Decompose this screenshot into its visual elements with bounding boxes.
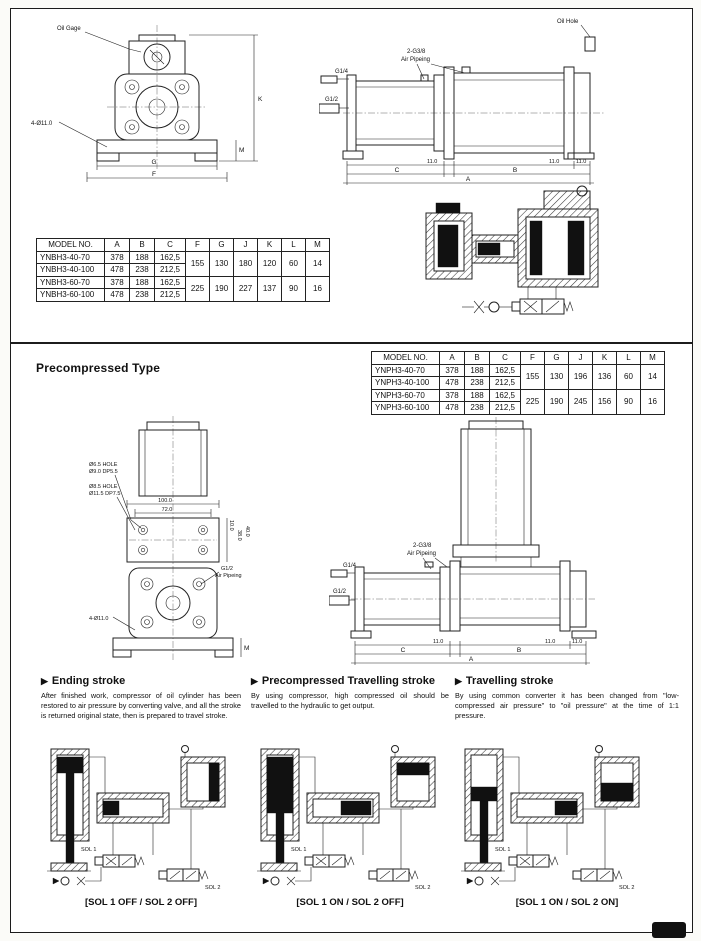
table-row: [372, 389, 665, 402]
cell: 162,5: [490, 389, 521, 402]
cell: 188: [465, 389, 490, 402]
col-header: K: [258, 239, 282, 252]
col-header: B: [130, 239, 155, 252]
cell: 378: [440, 389, 465, 402]
col-header: K: [593, 352, 617, 365]
precompressed-travelling-schematic: [253, 743, 448, 893]
g12-label: G1/2: [333, 589, 347, 595]
col-header: A: [440, 352, 465, 365]
triangle-bullet-icon: ▶: [251, 675, 258, 686]
air-piping-label-2: Air Pipeing: [401, 57, 431, 63]
section-title-text: Precompressed Travelling stroke: [261, 675, 435, 687]
dim-c-label: C: [400, 647, 406, 654]
table-row: [372, 364, 665, 377]
col-header: MODEL NO.: [37, 239, 105, 252]
travelling-stroke-schematic: [457, 743, 652, 893]
cell: 212,5: [490, 402, 521, 415]
holes-label: 4-Ø11.0: [89, 616, 109, 622]
cell: 212,5: [490, 377, 521, 390]
col-header: C: [490, 352, 521, 365]
dim-f-label: F: [152, 171, 156, 178]
cell: 238: [130, 289, 155, 302]
dim-g-label: G: [151, 159, 157, 166]
sol1-label: SOL 1: [81, 847, 97, 853]
precompressed-front-drawing: [89, 414, 257, 666]
oil-hole-label: Oil Hole: [557, 19, 579, 25]
cell: 196: [569, 364, 593, 389]
col-header: G: [545, 352, 569, 365]
cell: 212,5: [155, 264, 186, 277]
section-travelling-stroke: [455, 675, 679, 927]
section-precompressed-travelling: [251, 675, 449, 927]
dim-11-label: 11.0: [427, 159, 438, 165]
cell: 478: [105, 264, 130, 277]
page-frame: [10, 8, 693, 933]
cell: 90: [617, 389, 641, 414]
air-piping-label-1: 2-G3/8: [413, 543, 432, 549]
cell: 478: [440, 377, 465, 390]
cell: 188: [130, 251, 155, 264]
cell: 212,5: [155, 289, 186, 302]
air-piping-label-2: Air Pipeing: [215, 573, 242, 579]
cell: 155: [186, 251, 210, 276]
cell: YNPH3-60-100: [372, 402, 440, 415]
front-view-drawing: [29, 19, 279, 184]
cell: 245: [569, 389, 593, 414]
table-row: [37, 251, 330, 264]
section-body: After finished work, compressor of oil cylinder has been restored to air pressure by converting valve, and all the stroke is returned original state, then is prepared to travel stroke.: [41, 691, 241, 721]
sol-caption: [SOL 1 ON / SOL 2 OFF]: [296, 897, 404, 908]
dim-72-label: 72.0: [161, 507, 173, 513]
dim-m-label: M: [244, 645, 250, 652]
col-header: F: [521, 352, 545, 365]
cell: 225: [521, 389, 545, 414]
triangle-bullet-icon: ▶: [455, 675, 462, 686]
dim-11-label: 11.0: [572, 639, 583, 645]
section-body: By using compressor, high compressed oil should be travelled to the hydraulic to get output.: [251, 691, 449, 711]
cell: YNBH3-60-100: [37, 289, 105, 302]
air-piping-label-1: G1/2: [221, 566, 233, 572]
cell: 225: [186, 276, 210, 301]
cell: 188: [465, 364, 490, 377]
section-body: By using common converter it has been changed from "low-compressed air pressure" to "oil pressure" at the time of 1:1 pressure.: [455, 691, 679, 721]
dim-38-label: 38.0: [236, 530, 242, 541]
dim-m-label: M: [239, 147, 245, 154]
cell: YNPH3-40-70: [372, 364, 440, 377]
col-header: C: [155, 239, 186, 252]
cell: YNPH3-40-100: [372, 377, 440, 390]
hole-spec-label: Ø9.0 DP5.5: [89, 469, 118, 475]
cell: 156: [593, 389, 617, 414]
cell: 60: [282, 251, 306, 276]
dim-b-label: B: [512, 167, 518, 174]
col-header: M: [306, 239, 330, 252]
precompressed-side-drawing: [329, 417, 621, 675]
cell: 162,5: [155, 276, 186, 289]
cell: 130: [545, 364, 569, 389]
spec-table-ynph3: [371, 351, 665, 415]
cell: 14: [641, 364, 665, 389]
dim-10-label: 10.0: [228, 520, 234, 531]
dim-11-label: 11.0: [433, 639, 444, 645]
sol2-label: SOL 2: [415, 885, 431, 891]
col-header: MODEL NO.: [372, 352, 440, 365]
dim-a-label: A: [468, 656, 474, 663]
g12-label: G1/2: [325, 97, 339, 103]
table-row: [37, 276, 330, 289]
cell: 60: [617, 364, 641, 389]
section-title-text: Ending stroke: [51, 675, 126, 687]
cell: 14: [306, 251, 330, 276]
cell: 162,5: [490, 364, 521, 377]
cell: 188: [130, 276, 155, 289]
cell: 238: [130, 264, 155, 277]
cell: 378: [105, 276, 130, 289]
dim-40-label: 40.0: [244, 526, 250, 537]
cell: 137: [258, 276, 282, 301]
section-divider: [11, 342, 692, 344]
page-corner-mark: [652, 922, 686, 938]
cell: 16: [641, 389, 665, 414]
cell: 478: [440, 402, 465, 415]
sol2-label: SOL 2: [619, 885, 635, 891]
col-header: M: [641, 352, 665, 365]
cell: 190: [210, 276, 234, 301]
side-view-drawing: [319, 13, 631, 191]
cell: 120: [258, 251, 282, 276]
air-piping-label-2: Air Pipeing: [407, 551, 437, 557]
sol-caption: [SOL 1 ON / SOL 2 ON]: [515, 897, 619, 908]
dim-a-label: A: [465, 176, 471, 183]
hole-spec-label: Ø8.5 HOLE: [89, 484, 118, 490]
cell: 190: [545, 389, 569, 414]
dim-k-label: K: [258, 96, 263, 103]
section-title: [455, 675, 679, 687]
cell: 90: [282, 276, 306, 301]
table-header-row: [372, 352, 665, 365]
table-header-row: [37, 239, 330, 252]
cell: 238: [465, 377, 490, 390]
cross-section-drawing: [416, 179, 616, 339]
dim-11-label: 11.0: [549, 159, 560, 165]
precompressed-heading: Precompressed Type: [36, 361, 161, 375]
dim-100-label: 100.0: [158, 498, 172, 504]
cell: YNBH3-40-70: [37, 251, 105, 264]
section-title: [41, 675, 241, 687]
col-header: A: [105, 239, 130, 252]
triangle-bullet-icon: ▶: [41, 675, 48, 686]
g14-label: G1/4: [343, 563, 357, 569]
col-header: F: [186, 239, 210, 252]
cell: 227: [234, 276, 258, 301]
col-header: B: [465, 352, 490, 365]
dim-11-label: 11.0: [576, 159, 587, 165]
dim-11-label: 11.0: [545, 639, 556, 645]
col-header: L: [282, 239, 306, 252]
section-ending-stroke: [41, 675, 241, 927]
cell: 155: [521, 364, 545, 389]
cell: 478: [105, 289, 130, 302]
cell: 378: [105, 251, 130, 264]
col-header: J: [569, 352, 593, 365]
ending-stroke-schematic: [43, 743, 238, 893]
cell: 130: [210, 251, 234, 276]
cell: 162,5: [155, 251, 186, 264]
cell: YNBH3-40-100: [37, 264, 105, 277]
air-piping-label-1: 2-G3/8: [407, 49, 426, 55]
cell: 16: [306, 276, 330, 301]
section-title: [251, 675, 449, 687]
dim-c-label: C: [394, 167, 400, 174]
cell: YNPH3-60-70: [372, 389, 440, 402]
cell: 378: [440, 364, 465, 377]
sol1-label: SOL 1: [495, 847, 511, 853]
cell: YNBH3-60-70: [37, 276, 105, 289]
dim-b-label: B: [516, 647, 522, 654]
sol1-label: SOL 1: [291, 847, 307, 853]
holes-label: 4-Ø11.0: [31, 121, 53, 127]
col-header: L: [617, 352, 641, 365]
spec-table-ynbh3: [36, 238, 330, 302]
sol-caption: [SOL 1 OFF / SOL 2 OFF]: [84, 897, 198, 908]
col-header: J: [234, 239, 258, 252]
sol2-label: SOL 2: [205, 885, 221, 891]
section-title-text: Travelling stroke: [465, 675, 554, 687]
g14-label: G1/4: [335, 69, 349, 75]
hole-spec-label: Ø11.5 DP7.5: [89, 491, 121, 497]
oil-gage-label: Oil Gage: [57, 26, 81, 32]
col-header: G: [210, 239, 234, 252]
cell: 136: [593, 364, 617, 389]
hole-spec-label: Ø6.5 HOLE: [89, 462, 118, 468]
cell: 238: [465, 402, 490, 415]
cell: 180: [234, 251, 258, 276]
